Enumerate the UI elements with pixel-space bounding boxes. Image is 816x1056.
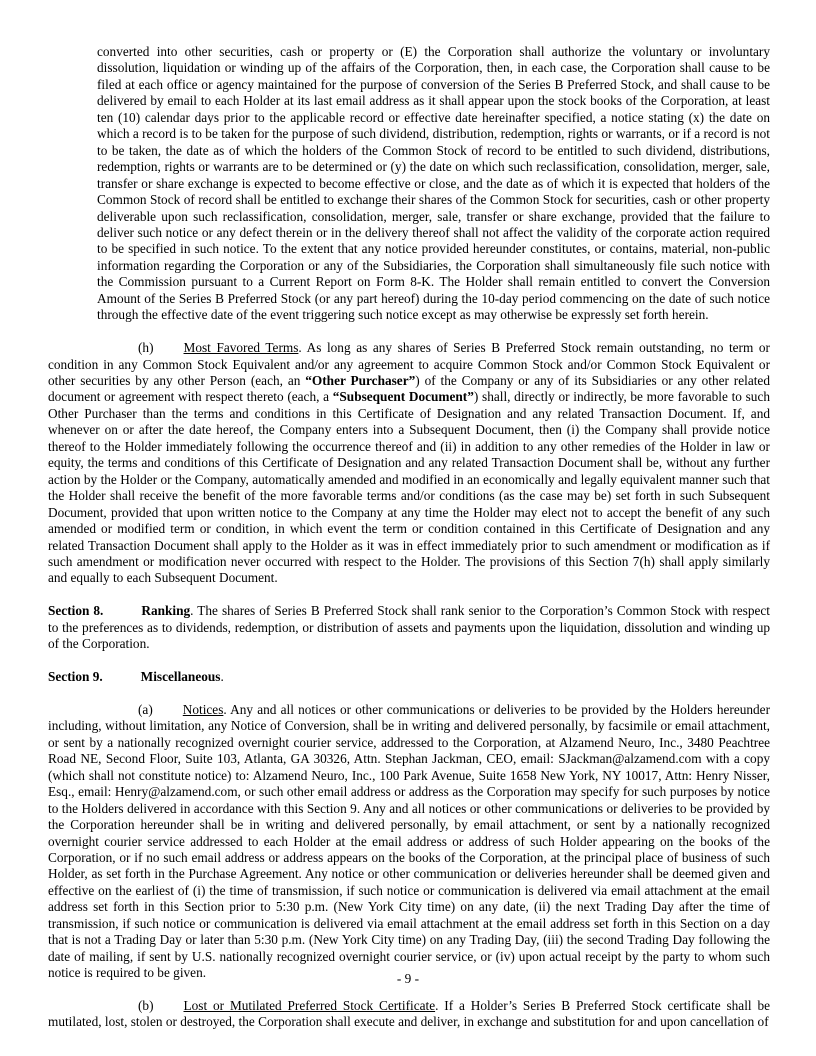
- paragraph-para-a: [48, 702, 770, 982]
- text-run: Notices: [182, 701, 224, 717]
- paragraph-label: Section 9.: [48, 669, 103, 685]
- paragraph-label: (b): [138, 997, 154, 1013]
- text-run: .: [220, 669, 224, 685]
- paragraph-section-8: [48, 603, 770, 652]
- paragraph-label: (h): [138, 340, 154, 356]
- text-run: . If a Holder’s Series B Preferred Stock certificate shall be mutilated, lost, stolen or destroyed, the Corporation shall execute and deliver, in exchange and substitution for and upon cancellation of: [48, 997, 771, 1030]
- text-run: “Subsequent Document”: [332, 389, 474, 405]
- paragraph-label: Section 8.: [48, 603, 104, 619]
- text-run: “Other Purchaser”: [305, 373, 416, 388]
- text-run: ) of the Company or any of its Subsidiaries or any other related document or agreement with respect thereto (each, a: [48, 373, 770, 405]
- page-number: - 9 -: [396, 971, 420, 986]
- text-run: Miscellaneous: [140, 669, 221, 685]
- paragraph-continuation-block: [97, 44, 770, 324]
- paragraph-label: (a): [138, 701, 153, 717]
- text-run: Most Favored Terms: [183, 340, 299, 356]
- text-run: . The shares of Series B Preferred Stock shall rank senior to the Corporation’s Common Stock with respect to the preferences as to dividends, redemption, or distribution of assets and payments upon the liquidation, dissolution and winding up of the Corporation.: [48, 603, 770, 652]
- text-run: Lost or Mutilated Preferred Stock Certificate: [183, 997, 436, 1013]
- text-run: Ranking: [141, 603, 191, 619]
- paragraph-section-9: [48, 669, 770, 685]
- paragraph-para-h: [48, 340, 770, 587]
- text-run: . As long as any shares of Series B Preferred Stock remain outstanding, no term or condition in any Common Stock Equivalent and/or any agreement to acquire Common Stock and/or Common Stock Equivalent or other securities by any other Person (each, an: [48, 340, 770, 388]
- text-run: . Any and all notices or other communications or deliveries to be provided by the Holders hereunder including, without limitation, any Notice of Conversion, shall be in writing and delivered personally, by facsimile or email attachment, or sent by a nationally recognized overnight courier service, addressed to the Corporation, at Alzamend Neuro, Inc., 3480 Peachtree Road NE, Second Floor, Suite 103, Atlanta, GA 30326, Attn. Stephan Jackman, CEO, email: SJackman@alzamend.com with a copy (which shall not constitute notice) to: Alzamend Neuro, Inc., 100 Park Avenue, Suite 1658 New York, NY 10017, Attn: Henry Nisser, Esq., email: Henry@alzamend.com, or such other email address or address as the Corporation may specify for such purposes by notice to the Holders delivered in accordance with this Section 9. Any and all notices or other communications or deliveries to be provided by the Corporation hereunder shall be in writing and delivered personally, by email attachment, or sent by a nationally recognized overnight courier service addressed to each Holder at the email address or address of such Holder appearing on the books of the Corporation, or if no such email address or address appears on the books of the Corporation, at the principal place of business of such Holder, as set forth in the Purchase Agreement. Any notice or other communication or deliveries hereunder shall be deemed given and effective on the earliest of (i) the time of transmission, if such notice or communication is delivered via email attachment at the email address set forth in this Section prior to 5:30 p.m. (New York City time) on any date, (ii) the next Trading Day after the time of transmission, if such notice or communication is delivered via email attachment at the email address set forth in this Section on a day that is not a Trading Day or later than 5:30 p.m. (New York City time) on any Trading Day, (iii) the second Trading Day following the date of mailing, if sent by U.S. nationally recognized overnight courier service, or (iv) upon actual receipt by the party to whom such notice is required to be given.: [48, 701, 770, 981]
- text-run: ) shall, directly or indirectly, be more favorable to such Other Purchaser than the terms and conditions in this Certificate of Designation and any related Transaction Document. If, and whenever on or after the date hereof, the Company enters into a Subsequent Document, then (i) the Company shall provide notice thereof to the Holder immediately following the occurrence thereof and (ii) in addition to any other remedies of the Holder in law or equity, the terms and conditions of this Certificate of Designation and any related Transaction Document shall be, without any further action by the Holder or the Company, automatically amended and modified in an economically and legally equivalent manner such that the Holder shall receive the benefit of the more favorable terms and/or conditions (as the case may be) set forth in such Subsequent Document, provided that upon written notice to the Company at any time the Holder may elect not to accept the benefit of any such amended or modified term or condition, in which event the term or condition contained in this Certificate of Designation and any related Transaction Document shall apply to the Holder as it was in effect immediately prior to such amendment or modification as if such amendment or modification never occurred with respect to the Holder. The provisions of this Section 7(h) shall apply similarly and equally to each Subsequent Document.: [48, 389, 770, 586]
- paragraph-para-b: [48, 998, 770, 1031]
- document-body: [48, 44, 770, 1031]
- text-run: converted into other securities, cash or property or (E) the Corporation shall authorize the voluntary or involuntary dissolution, liquidation or winding up of the affairs of the Corporation, then, in each case, the Corporation shall cause to be filed at each office or agency maintained for the purpose of conversion of the Series B Preferred Stock, and shall cause to be delivered by email to each Holder at its last email address as it shall appear upon the stock books of the Corporation, at least ten (10) calendar days prior to the applicable record or effective date hereinafter specified, a notice stating (x) the date on which a record is to be taken for the purpose of such dividend, distribution, redemption, rights or warrants, or if a record is not to be taken, the date as of which the holders of the Common Stock of record to be entitled to such dividend, distributions, redemption, rights or warrants are to be determined or (y) the date on which such reclassification, consolidation, merger, sale, transfer or share exchange is expected to become effective or close, and the date as of which it is expected that holders of the Common Stock of record shall be entitled to exchange their shares of the Common Stock for securities, cash or other property deliverable upon such reclassification, consolidation, merger, sale, transfer or share exchange, provided that the failure to deliver such notice or any defect therein or in the delivery thereof shall not affect the validity of the corporate action required to be specified in such notice. To the extent that any notice provided hereunder constitutes, or contains, material, non-public information regarding the Corporation or any of the Subsidiaries, the Corporation shall simultaneously file such notice with the Commission pursuant to a Current Report on Form 8-K. The Holder shall remain entitled to convert the Conversion Amount of the Series B Preferred Stock (or any part hereof) during the 10-day period commencing on the date of such notice through the effective date of the event triggering such notice except as may otherwise be expressly set forth herein.: [97, 44, 770, 323]
